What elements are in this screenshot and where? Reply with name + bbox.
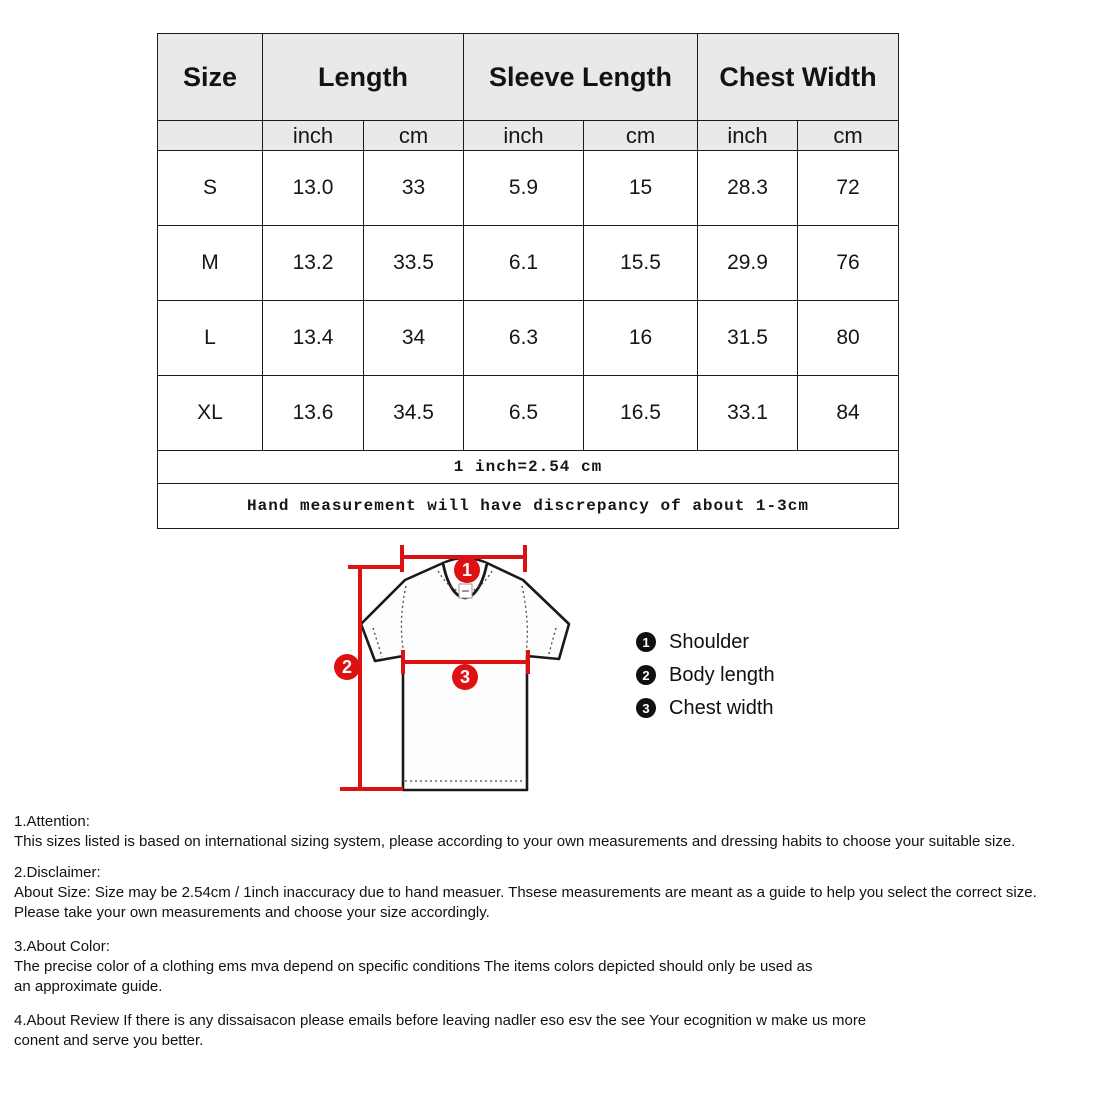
note-line: The precise color of a clothing ems mva depend on specific conditions The items colors depicted should only be used as — [14, 958, 813, 975]
note-heading: 1.Attention: — [14, 813, 90, 830]
unit-header-empty — [158, 121, 263, 151]
col-header-chest-width: Chest Width — [698, 34, 899, 121]
value-cell: 29.9 — [698, 226, 798, 301]
value-cell: 13.6 — [263, 376, 364, 451]
note-line: This sizes listed is based on international sizing system, please according to your own measurements and dressing habits to choose your suitable size. — [14, 833, 1016, 850]
value-cell: 34 — [364, 301, 464, 376]
marker-shoulder — [454, 557, 480, 583]
value-cell: 16 — [584, 301, 698, 376]
note-line: conent and serve you better. — [14, 1032, 204, 1049]
legend-item-shoulder — [636, 631, 775, 653]
value-cell: 28.3 — [698, 151, 798, 226]
col-header-sleeve-length: Sleeve Length — [464, 34, 698, 121]
legend-label: Chest width — [669, 696, 774, 719]
unit-header-row — [158, 121, 899, 151]
col-header-size: Size — [158, 34, 263, 121]
note-line: Please take your own measurements and choose your size accordingly. — [14, 904, 490, 921]
measurement-note-row — [158, 484, 899, 529]
note-about-color — [14, 937, 1094, 997]
legend-label: Shoulder — [669, 630, 750, 653]
size-table — [157, 33, 899, 529]
note-heading: 2.Disclaimer: — [14, 864, 101, 881]
size-cell: L — [158, 301, 263, 376]
conversion-note-row — [158, 451, 899, 484]
unit-header: inch — [263, 121, 364, 151]
legend-number-icon: 1 — [636, 632, 656, 652]
size-cell: M — [158, 226, 263, 301]
unit-header: cm — [798, 121, 899, 151]
value-cell: 13.4 — [263, 301, 364, 376]
value-cell: 16.5 — [584, 376, 698, 451]
unit-header: inch — [464, 121, 584, 151]
note-disclaimer — [14, 863, 1094, 923]
note-heading: 3.About Color: — [14, 938, 110, 955]
svg-text:1: 1 — [461, 560, 473, 580]
value-cell: 33.5 — [364, 226, 464, 301]
note-line: About Size: Size may be 2.54cm / 1inch inaccuracy due to hand measuer. Thsese measurements are meant as a guide to help you select the correct size. — [14, 884, 1037, 901]
value-cell: 13.0 — [263, 151, 364, 226]
note-attention — [14, 812, 1094, 852]
legend-number-icon: 3 — [636, 698, 656, 718]
value-cell: 15 — [584, 151, 698, 226]
size-cell: XL — [158, 376, 263, 451]
value-cell: 15.5 — [584, 226, 698, 301]
value-cell: 34.5 — [364, 376, 464, 451]
value-cell: 72 — [798, 151, 899, 226]
table-row — [158, 151, 899, 226]
value-cell: 76 — [798, 226, 899, 301]
size-cell: S — [158, 151, 263, 226]
table-header-row — [158, 34, 899, 121]
col-header-length: Length — [263, 34, 464, 121]
unit-header: cm — [364, 121, 464, 151]
value-cell: 33.1 — [698, 376, 798, 451]
note-line: an approximate guide. — [14, 978, 163, 995]
svg-text:3: 3 — [459, 667, 471, 687]
value-cell: 6.3 — [464, 301, 584, 376]
unit-header: inch — [698, 121, 798, 151]
conversion-note: 1 inch=2.54 cm — [158, 451, 899, 484]
note-line: 4.About Review If there is any dissaisacon please emails before leaving nadler eso esv the see Your ecognition w make us more — [14, 1012, 867, 1029]
marker-chest-width — [452, 664, 478, 690]
value-cell: 6.1 — [464, 226, 584, 301]
note-about-review — [14, 1011, 1094, 1051]
value-cell: 80 — [798, 301, 899, 376]
value-cell: 5.9 — [464, 151, 584, 226]
table-row — [158, 301, 899, 376]
value-cell: 13.2 — [263, 226, 364, 301]
legend-number-icon: 2 — [636, 665, 656, 685]
table-row — [158, 376, 899, 451]
unit-header: cm — [584, 121, 698, 151]
notes-section — [14, 812, 1094, 1051]
measurement-legend — [636, 631, 775, 730]
legend-item-chest-width — [636, 697, 775, 719]
marker-body-length — [334, 654, 360, 680]
value-cell: 31.5 — [698, 301, 798, 376]
table-row — [158, 226, 899, 301]
value-cell: 33 — [364, 151, 464, 226]
legend-label: Body length — [669, 663, 775, 686]
svg-text:2: 2 — [341, 657, 353, 677]
value-cell: 84 — [798, 376, 899, 451]
legend-item-body-length — [636, 664, 775, 686]
value-cell: 6.5 — [464, 376, 584, 451]
measurement-note: Hand measurement will have discrepancy of about 1-3cm — [158, 484, 899, 529]
